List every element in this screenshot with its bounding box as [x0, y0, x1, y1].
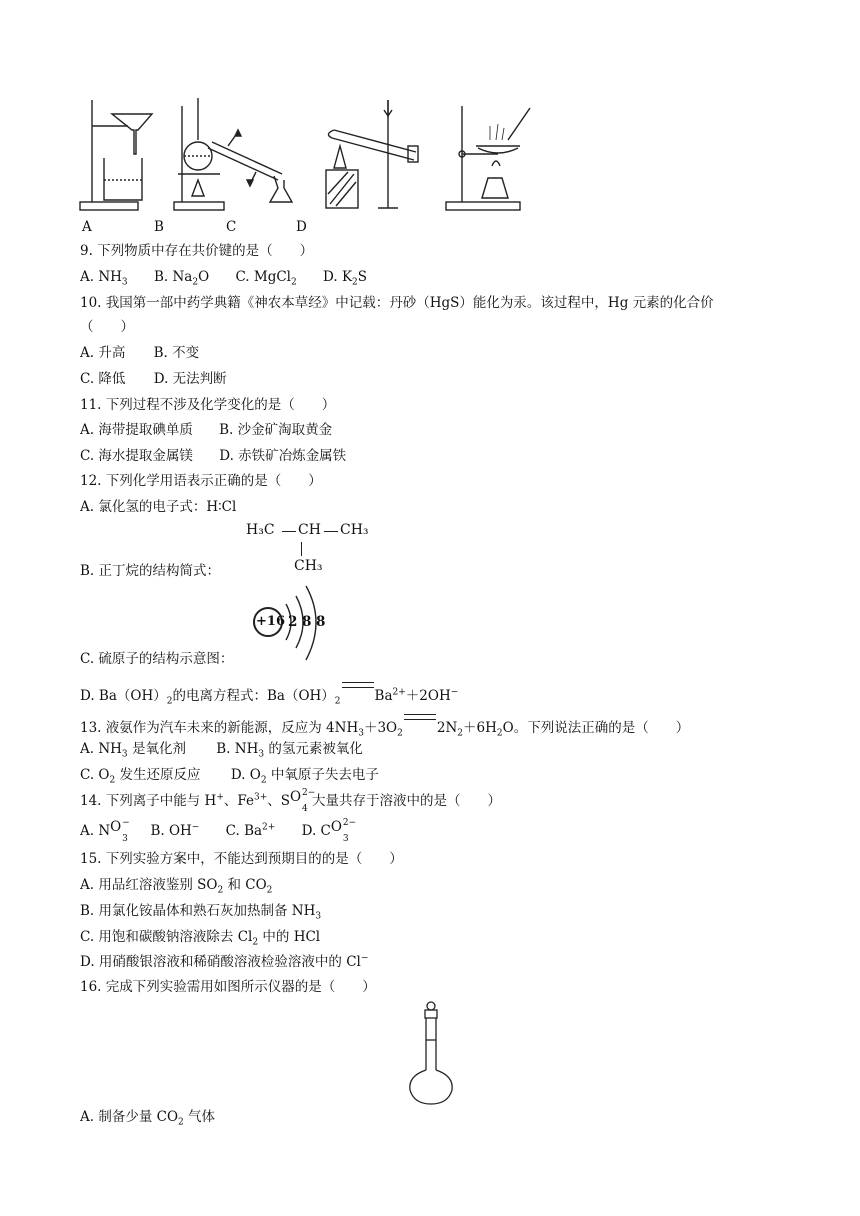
q14-option-c[interactable]: C. $Ba^{2+}$ — [225, 822, 276, 839]
q10-stem-line1: 10. 我国第一部中药学典籍《神农本草经》中记载：丹砂（HgS）能化为汞。该过程中，Hg 元素的化合价 — [80, 295, 714, 311]
butane-formula — [246, 522, 386, 576]
formula-bottom: CH₃ — [294, 558, 323, 574]
q9-stem: 9. 下列物质中存在共价键的是（ ） — [80, 243, 314, 259]
formula-right: CH₃ — [340, 522, 369, 538]
q12-stem: 12. 下列化学用语表示正确的是（ ） — [80, 473, 322, 489]
q11-stem: 11. 下列过程不涉及化学变化的是（ ） — [80, 397, 336, 413]
q14-option-b[interactable]: B. OH− — [150, 822, 200, 839]
atom-shell-1: 2 — [288, 614, 298, 630]
q13-option-c[interactable]: C. $O_2$ 发生还原反应 — [80, 767, 201, 786]
q9-options — [80, 268, 367, 286]
q12-option-a[interactable]: A. 氯化氢的电子式：H∶Cl — [80, 499, 237, 515]
label-a: A — [82, 219, 92, 235]
q13-stem: 13. 液氨作为汽车未来的新能源，反应为 $4NH_3+3O_2$ $2N_2+6H_2O$。下列说法正确的是（ ） — [80, 714, 689, 737]
solid-heating-apparatus — [326, 100, 418, 208]
q10-options-row1 — [80, 344, 199, 362]
q13-option-d[interactable]: D. $O_2$ 中氧原子失去电子 — [230, 767, 379, 786]
formula-mid: CH — [298, 522, 321, 538]
q15-option-b[interactable]: B. 用氯化铵晶体和熟石灰加热制备 $NH_3$ — [80, 903, 322, 922]
q13-option-b[interactable]: B. $NH_3$ 的氢元素被氧化 — [216, 741, 363, 760]
q10-option-d[interactable]: D. 无法判断 — [153, 371, 227, 387]
sulfur-atom-diagram — [250, 582, 330, 662]
q15-option-c[interactable]: C. 用饱和碳酸钠溶液除去 $Cl_2$ 中的 HCl — [80, 929, 321, 948]
q12-option-b[interactable]: B. 正丁烷的结构简式： — [80, 563, 221, 579]
q14-stem: 14. 下列离子中能与 H+、$Fe^{3+}$、SO 4 2− 大量共存于溶液中的是（ ） — [80, 788, 502, 814]
q12-option-c[interactable]: C. 硫原子的结构示意图： — [80, 651, 234, 667]
evaporation-apparatus — [446, 106, 530, 210]
label-c: C — [226, 219, 237, 235]
atom-shell-3: 8 — [316, 614, 326, 630]
sulfate-ion: O 4 2− — [290, 788, 316, 814]
q16-stem: 16. 完成下列实验需用如图所示仪器的是（ ） — [80, 979, 376, 995]
apparatus-figure — [78, 96, 538, 214]
double-bar-icon — [342, 682, 374, 688]
atom-nucleus: +16 — [256, 614, 285, 629]
q15-stem: 15. 下列实验方案中，不能达到预期目的的是（ ） — [80, 851, 403, 867]
q15-option-d[interactable]: D. 用硝酸银溶液和稀硝酸溶液检验溶液中的 Cl− — [80, 953, 369, 970]
q10-option-b[interactable]: B. 不变 — [153, 345, 200, 361]
distillation-apparatus — [174, 98, 292, 210]
q10-options-row2 — [80, 370, 227, 388]
q13-options-row2 — [80, 766, 379, 784]
q9-option-a[interactable]: A. $NH_3$ — [80, 269, 128, 288]
q11-option-b[interactable]: B. 沙金矿淘取黄金 — [219, 422, 333, 438]
formula-bond-1 — [282, 531, 296, 532]
double-bar-icon — [404, 714, 436, 720]
q11-options-row2 — [80, 447, 346, 465]
q9-option-b[interactable]: B. $Na_2O$ — [153, 269, 210, 288]
q11-options-row1 — [80, 421, 332, 439]
q15-option-a[interactable]: A. 用品红溶液鉴别 $SO_2$ 和 $CO_2$ — [80, 877, 273, 896]
volumetric-flask-icon — [404, 998, 458, 1108]
atom-shell-2: 8 — [302, 614, 312, 630]
formula-left: H₃C — [246, 522, 275, 538]
q10-option-a[interactable]: A. 升高 — [80, 345, 126, 361]
q13-option-a[interactable]: A. $NH_3$ 是氧化剂 — [80, 741, 186, 760]
q14-option-d[interactable]: D. CO 3 2− — [301, 818, 357, 844]
q13-options-row1 — [80, 740, 363, 758]
q9-option-d[interactable]: D. $K_2S$ — [323, 269, 368, 288]
filtration-apparatus — [80, 100, 152, 210]
formula-bond-2 — [324, 531, 338, 532]
q10-option-c[interactable]: C. 降低 — [80, 371, 126, 387]
q14-options — [80, 818, 357, 844]
q10-stem-line2: （ ） — [80, 319, 134, 335]
q9-option-c[interactable]: C. MgCl$_2$ — [235, 269, 297, 288]
q11-option-d[interactable]: D. 赤铁矿冶炼金属铁 — [219, 448, 347, 464]
q16-option-a[interactable]: A. 制备少量 $CO_2$ 气体 — [80, 1109, 216, 1128]
q12-option-d[interactable]: D. $Ba(OH)_2$的电离方程式：$Ba(OH)_2$ $Ba^{2+}+2OH^-$ — [80, 682, 458, 705]
formula-bond-vertical — [301, 542, 302, 556]
q14-option-a[interactable]: A. NO 3 − — [80, 818, 130, 844]
q11-option-c[interactable]: C. 海水提取金属镁 — [80, 448, 193, 464]
label-d: D — [296, 219, 307, 235]
q11-option-a[interactable]: A. 海带提取碘单质 — [80, 422, 193, 438]
label-b: B — [154, 219, 164, 235]
